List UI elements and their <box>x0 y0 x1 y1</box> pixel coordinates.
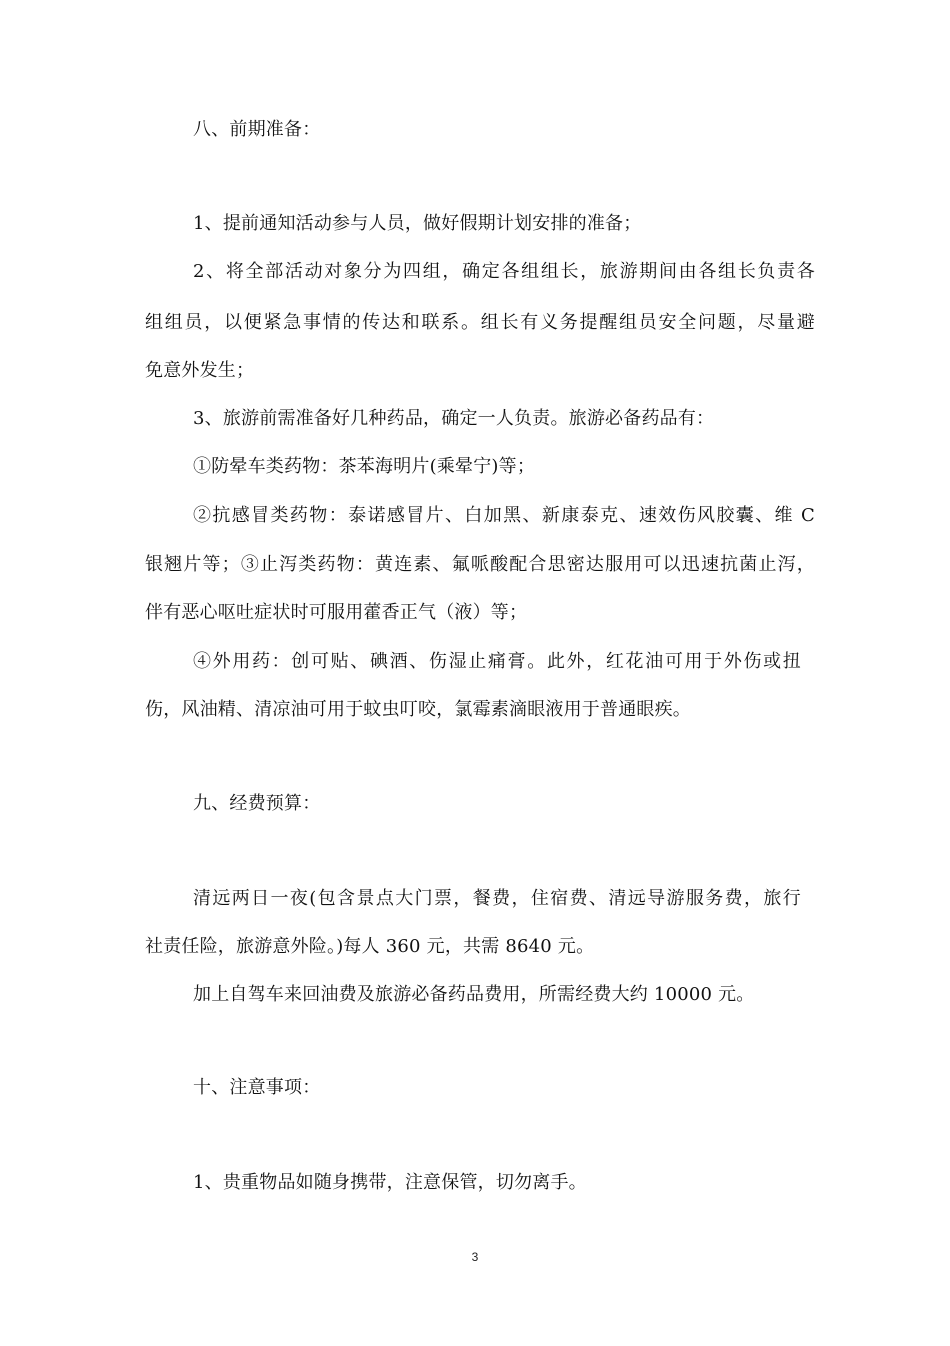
medicine-motion-sickness: ①防晕车类药物：茶苯海明片(乘晕宁)等； <box>193 456 536 477</box>
medicine-external-line-2: 伤，风油精、清凉油可用于蚊虫叮咬，氯霉素滴眼液用于普通眼疾。 <box>145 699 691 720</box>
budget-line-2: 社责任险，旅游意外险。)每人 360 元，共需 8640 元。 <box>145 936 595 957</box>
section-8-item-1: 1、提前通知活动参与人员，做好假期计划安排的准备； <box>193 213 642 234</box>
page-number: 3 <box>471 1250 479 1264</box>
medicine-cold-line-3: 伴有恶心呕吐症状时可服用藿香正气（液）等； <box>145 602 528 623</box>
section-10-item-1: 1、贵重物品如随身携带，注意保管，切勿离手。 <box>193 1172 587 1193</box>
section-8-item-2-line-2: 组组员，以便紧急事情的传达和联系。组长有义务提醒组员安全问题，尽量避 <box>145 312 815 333</box>
medicine-cold-line-2: 银翘片等；③止泻类药物：黄连素、氟哌酸配合思密达服用可以迅速抗菌止泻， <box>145 554 815 575</box>
section-8-heading: 八、前期准备： <box>193 119 321 140</box>
section-8-item-2-line-3: 免意外发生； <box>145 360 255 381</box>
section-10-heading: 十、注意事项： <box>193 1077 321 1098</box>
budget-line-1: 清远两日一夜(包含景点大门票，餐费，住宿费、清远导游服务费，旅行 <box>193 888 801 909</box>
section-9-heading: 九、经费预算： <box>193 793 321 814</box>
section-8-item-3: 3、旅游前需准备好几种药品，确定一人负责。旅游必备药品有： <box>193 408 715 429</box>
medicine-cold-line-1: ②抗感冒类药物：泰诺感冒片、白加黑、新康泰克、速效伤风胶囊、维 C <box>193 505 815 526</box>
medicine-external-line-1: ④外用药：创可贴、碘酒、伤湿止痛膏。此外，红花油可用于外伤或扭 <box>193 651 801 672</box>
budget-line-3: 加上自驾车来回油费及旅游必备药品费用，所需经费大约 10000 元。 <box>193 984 755 1005</box>
section-8-item-2-line-1: 2、将全部活动对象分为四组，确定各组组长，旅游期间由各组长负责各 <box>193 261 815 282</box>
